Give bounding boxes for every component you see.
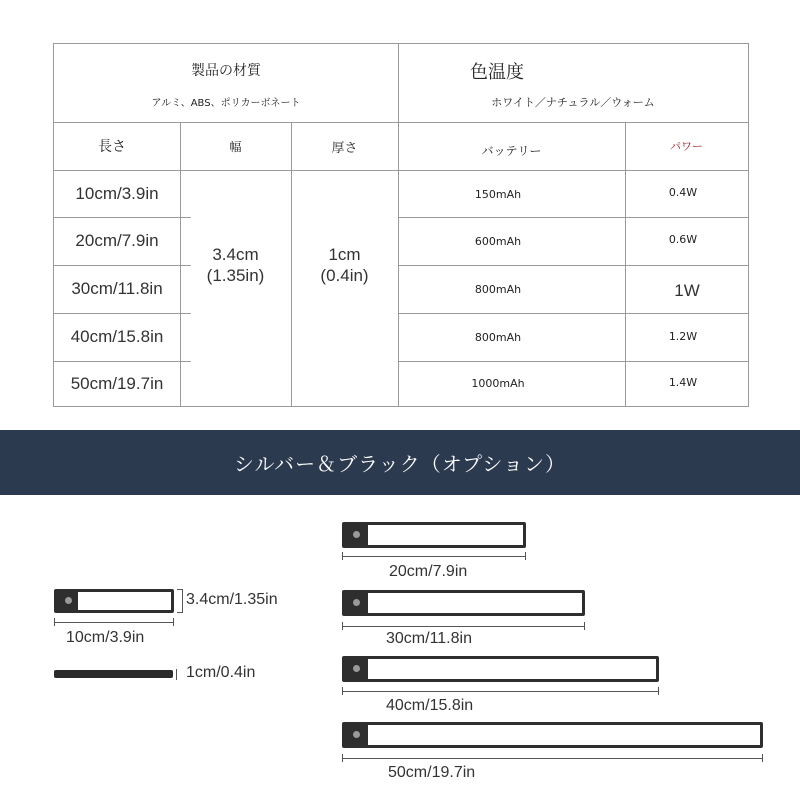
length-cell: 10cm/3.9in [75,184,159,203]
bar-length-label: 20cm/7.9in [389,563,468,580]
battery-cell: 1000mAh [471,377,525,390]
dimension-tick [342,754,343,762]
small-length-label: 10cm/3.9in [66,629,145,646]
header-thickness: 厚さ [331,140,358,156]
power-cell: 0.4W [668,185,698,199]
bar-length-label: 30cm/11.8in [386,630,472,647]
bar-length-label: 40cm/15.8in [386,697,474,714]
dimension-tick [342,622,343,630]
sensor-icon [353,599,360,606]
dimension-line [342,626,585,627]
light-bar-50cm [342,722,763,748]
light-bar-10cm [54,589,174,613]
battery-cell: 800mAh [474,330,522,344]
material-title: 製品の材質 [191,63,261,79]
thickness-value-imperial: (0.4in) [320,266,369,285]
power-cell: 0.6W [668,232,698,246]
header-battery: バッテリー [481,143,542,158]
sensor-icon [353,731,360,738]
width-value-metric: 3.4cm [212,245,259,264]
bar-length-label: 50cm/19.7in [388,764,476,781]
width-value-imperial: (1.35in) [206,266,265,285]
dimension-tick [54,618,55,626]
thickness-value-metric: 1cm [328,245,361,264]
thickness-tick [176,669,177,680]
battery-cell: 600mAh [474,234,522,248]
banner-title: シルバー＆ブラック（オプション） [234,452,566,476]
color-temp-value: ホワイト／ナチュラル／ウォーム [491,96,655,109]
length-cell: 20cm/7.9in [75,231,159,250]
light-bar-side-view [54,670,173,678]
sensor-icon [353,531,360,538]
battery-cell: 150mAh [474,187,522,201]
dimension-tick [342,552,343,560]
dimension-line [342,758,763,759]
dimension-tick [342,687,343,695]
light-window [368,593,582,613]
light-window [368,659,656,679]
material-value: アルミ、ABS、ポリカーボネート [151,98,301,109]
thickness-label: 1cm/0.4in [186,664,256,681]
length-cell: 40cm/15.8in [70,327,164,346]
light-window [368,525,523,545]
length-cell: 50cm/19.7in [70,373,164,393]
header-length: 長さ [98,139,126,155]
light-bar-20cm [342,522,526,548]
header-width: 幅 [229,139,242,154]
dimension-line [342,691,659,692]
dimension-tick [525,552,526,560]
spec-table [53,43,749,407]
power-cell: 1W [674,281,700,300]
height-bracket [177,589,183,613]
dimension-tick [584,622,585,630]
battery-cell: 800mAh [474,282,522,296]
dimension-tick [173,618,174,626]
color-temp-title: 色温度 [470,62,524,83]
section-banner [0,430,800,495]
height-label: 3.4cm/1.35in [186,591,278,608]
light-bar-40cm [342,656,659,682]
light-window [368,725,760,745]
dimension-tick [762,754,763,762]
length-cell: 30cm/11.8in [71,279,163,298]
light-bar-30cm [342,590,585,616]
dimension-tick [658,687,659,695]
power-cell: 1.2W [668,329,698,343]
power-cell: 1.4W [668,376,698,389]
dimension-line [342,556,526,557]
light-window [78,592,171,610]
header-power: パワー [670,140,703,153]
dimension-line [54,622,174,623]
width-value [180,244,291,286]
thickness-value [291,244,398,286]
sensor-icon [353,665,360,672]
sensor-icon [65,597,72,604]
